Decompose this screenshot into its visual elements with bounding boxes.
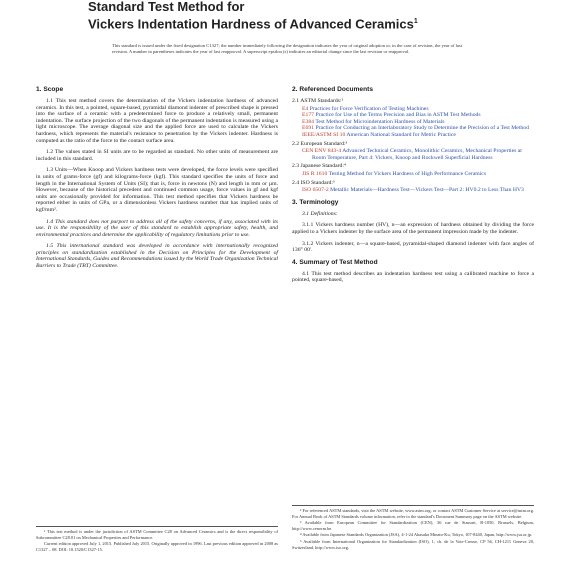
ref-jis-r-1610[interactable]: JIS R 1610 Testing Method for Vickers Hardness of High Performance Ceramics [302,170,487,177]
scope-para-1-2: 1.2 The values stated in SI units are to be regarded as standard. No other units of measurement are included in this standard. [36,149,278,162]
terminology-para-3-1-2: 3.1.2 Vickers indenter, n—a square-based, pyramidal-shaped diamond indenter with face angles of 136° 00′. [292,240,534,254]
terminology-para-3-1-1: 3.1.1 Vickers hardness number (HV), n—an expression of hardness obtained by dividing the force applied to a Vickers indenter by the surface area of the permanent impression made by the indenter. [292,222,534,235]
right-column [292,86,534,289]
ref-e691[interactable]: E691 Practice for Conducting an Interlaboratory Study to Determine the Precision of a Test Method [302,125,529,132]
scope-heading: 1. Scope [36,86,64,93]
footnotes-right [292,505,534,551]
references-heading: 2. Referenced Documents [292,86,373,93]
summary-heading: 4. Summary of Test Method [292,258,378,266]
footnote-4: ⁴ Available from Japanese Standards Organization (JSA), 4-1-24 Akasaka Minato-Ku, Tokyo, 107-8440, Japan, http://www.jsa.or.jp. [300,532,533,538]
scope-para-1-5: 1.5 This international standard was developed in accordance with internationally recognized principles on standardization established in the Decision on Principles for the Development of International Standards, Guides and Recommendations issued by the World Trade Organization Technical Barriers to Trade (TBT) Committee. [36,243,278,270]
title-footnote-mark: 1 [413,18,418,25]
footnote-2: ² For referenced ASTM standards, visit the ASTM website, www.astm.org, or contact ASTM Customer Service at service@astm.org. For Annual Book of ASTM Standards volume information, refer to the standard's Document Summary page on the ASTM website. [292,508,534,519]
summary-para-4-1: 4.1 This test method describes an indentation hardness test using a calibrated machine to force a pointed, square-based, [292,270,534,284]
astm-standards-intro: 2.1 ASTM Standards:² [292,98,344,104]
footnote-edition: Current edition approved July 1, 2015. Published July 2015. Originally approved in 1996. Last previous edition approved in 2008 as C1327 – 08. DOI: 10.1520/C1327-15. [36,541,278,552]
footnote-3: ³ Available from European Committee for Standardization (CEN), 36 rue de Stassart, B-1050, Brussels, Belgium, http://www.cenorm.be. [292,520,534,531]
japanese-standard-intro: 2.3 Japanese Standard:⁴ [292,163,346,170]
scope-para-1-4: 1.4 This standard does not purport to address all of the safety concerns, if any, associated with its use. It is the responsibility of the user of this standard to establish appropriate safety, health, and environmental practices and determine the applicability of regulatory limitations prior to use. [36,218,278,238]
ref-si10[interactable]: IEEE/ASTM SI 10 American National Standard for Metric Practice [302,131,456,138]
document-title: Vickers Indentation Hardness of Advanced Ceramics [88,16,414,32]
title-line-1: Standard Test Method for [88,0,245,14]
ref-e4[interactable]: E4 Practices for Force Verification of Testing Machines [302,105,429,112]
ref-iso-6507-2[interactable]: ISO 6507-2 Metallic Materials—Hardness Test—Vickers Test—Part 2: HV0.2 to Less Than HV3 [302,187,524,194]
footnotes-left [36,526,278,553]
designation-notice: This standard is issued under the fixed designation C1327; the number immediately following the designation indicates the year of original adoption or, in the case of revision, the year of last revision. A number in parentheses indicates the year of last reapproval. A superscript epsilon (ε) indicates an editorial change since the last revision or reapproval. [112,43,462,55]
ref-e177[interactable]: E177 Practice for Use of the Terms Precision and Bias in ASTM Test Methods [302,112,481,119]
european-standard-intro: 2.2 European Standard:³ [292,140,348,147]
footnote-1: ¹ This test method is under the jurisdiction of ASTM Committee C28 on Advanced Ceramics and is the direct responsibility of Subcommittee C28.01 on Mechanical Properties and Performance. [36,529,278,540]
title-line-2 [88,14,508,31]
left-column [36,86,278,275]
terminology-heading: 3. Terminology [292,198,339,206]
ref-e384[interactable]: E384 Test Method for Microindentation Hardness of Materials [302,118,445,125]
scope-para-1-3: 1.3 Units—When Knoop and Vickers hardness tests were developed, the force levels were specified in units of grams-force (gf) and kilograms-force (kgf). This standard specifies the units of force and length in the International System of Units (SI); that is, force in newtons (N) and length in mm or µm. However, because of the historical precedent and continued common usage, force values in gf and kgf units are occasionally provided for information. This test method specifies that Vickers hardness be reported either in units of GPa, or a dimensionless Vickers hardness number that has implied units of kgf/mm². [36,167,278,213]
footnote-5: ⁵ Available from International Organization for Standardization (ISO), 1, ch. de la Voie-Creuse, CP 56, CH-1211 Geneva 20, Switzerland, http://www.iso.org. [292,538,534,550]
terminology-definitions: 3.1 Definitions: [302,210,338,217]
scope-para-1-1: 1.1 This test method covers the determination of the Vickers indentation hardness of advanced ceramics. In this test, a pointed, square-based, pyramidal diamond indenter of prescribed shape is pressed into the surface of a ceramic with a predetermined force to produce a relatively small, permanent indentation. The surface projection of the two diagonals of the permanent indentation is measured using a light microscope. The average diagonal size and the applied force are used to calculate the Vickers hardness, which represents the material's resistance to penetration by the Vickers indenter. Hardness is computed as the ratio of the force to the contact surface area. [36,98,278,144]
iso-standard-intro: 2.4 ISO Standard:⁵ [292,179,335,186]
ref-cen-env-843-4[interactable]: CEN ENV 843-4 Advanced Technical Ceramics, Monolithic Ceramics, Mechanical Properties at Room Temperature, Part 4: Vickers, Knoop and Rockwell Superficial Hardness [302,148,522,161]
